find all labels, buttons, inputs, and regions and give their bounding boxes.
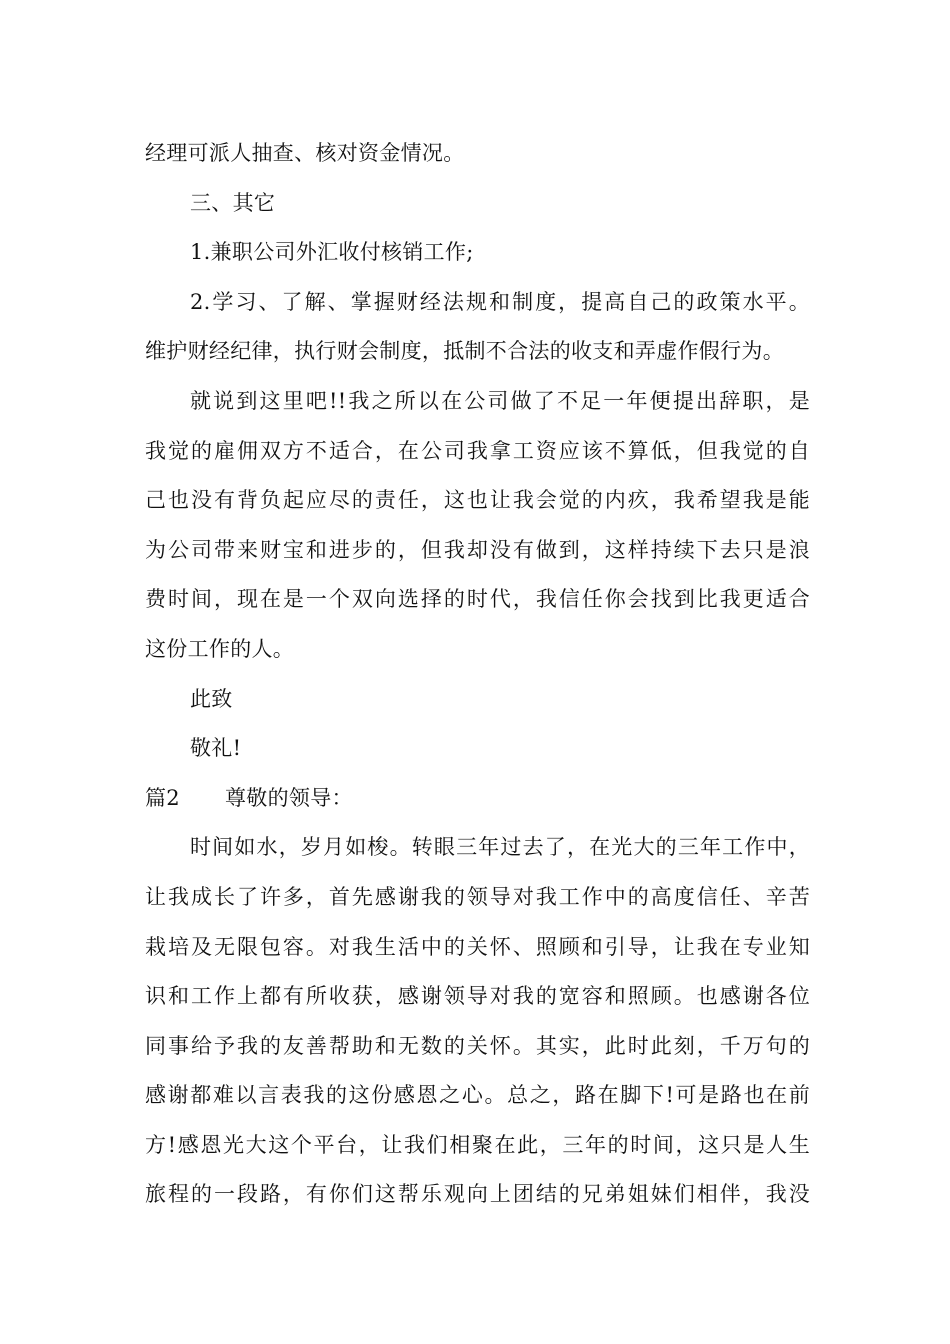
- section-heading: 三、其它: [190, 190, 276, 215]
- paragraph-line: 为公司带来财宝和进步的，但我却没有做到，这样持续下去只是浪: [145, 537, 810, 562]
- paragraph-line: 时间如水，岁月如梭。转眼三年过去了，在光大的三年工作中，: [190, 835, 810, 860]
- paragraph-line: 感谢都难以言表我的这份感恩之心。总之，路在脚下!可是路也在前: [145, 1083, 810, 1108]
- list-item: 2.学习、了解、掌握财经法规和制度，提高自己的政策水平。: [190, 289, 810, 314]
- salutation: 尊敬的领导：: [225, 785, 353, 810]
- paragraph-line: 让我成长了许多，首先感谢我的领导对我工作中的高度信任、辛苦: [145, 884, 810, 909]
- list-item: 1.兼职公司外汇收付核销工作;: [190, 240, 474, 265]
- paragraph-line: 栽培及无限包容。对我生活中的关怀、照顾和引导，让我在专业知: [145, 934, 810, 959]
- paragraph-line: 识和工作上都有所收获，感谢领导对我的宽容和照顾。也感谢各位: [145, 984, 810, 1009]
- paragraph-line: 费时间，现在是一个双向选择的时代，我信任你会找到比我更适合: [145, 587, 810, 612]
- document-body: [145, 129, 810, 1220]
- paragraph-line: 这份工作的人。: [145, 636, 295, 661]
- paragraph-line: 就说到这里吧!!我之所以在公司做了不足一年便提出辞职，是: [190, 388, 810, 413]
- paragraph-line: 旅程的一段路，有你们这帮乐观向上团结的兄弟姐妹们相伴，我没: [145, 1182, 810, 1207]
- closing-line: 敬礼!: [190, 736, 242, 761]
- paragraph-line: 我觉的雇佣双方不适合，在公司我拿工资应该不算低，但我觉的自: [145, 438, 810, 463]
- chapter-heading: [145, 774, 810, 824]
- chapter-label: 篇2: [145, 785, 180, 810]
- paragraph-line: 己也没有背负起应尽的责任，这也让我会觉的内疚，我希望我是能: [145, 488, 810, 513]
- closing-line: 此致: [190, 686, 233, 711]
- text-line: 经理可派人抽查、核对资金情况。: [145, 141, 465, 165]
- text-line: 维护财经纪律，执行财会制度，抵制不合法的收支和弄虚作假行为。: [145, 339, 784, 364]
- paragraph-line: 同事给予我的友善帮助和无数的关怀。其实，此时此刻，千万句的: [145, 1033, 810, 1058]
- paragraph-line: 方!感恩光大这个平台，让我们相聚在此，三年的时间，这只是人生: [145, 1132, 810, 1157]
